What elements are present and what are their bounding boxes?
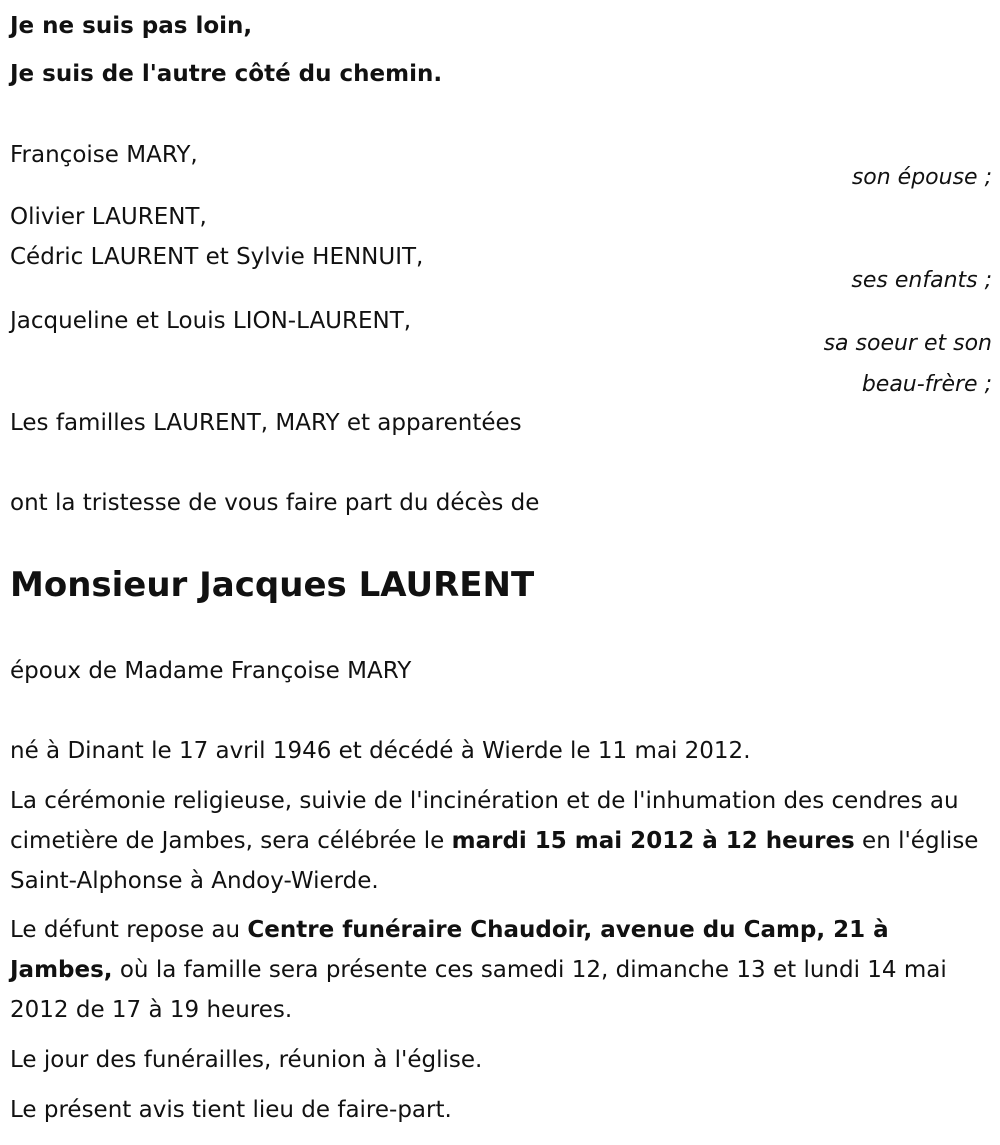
families-line: Les familles LAURENT, MARY et apparentées bbox=[10, 410, 522, 436]
deceased-name: Monsieur Jacques LAURENT bbox=[10, 565, 535, 605]
children-role: ses enfants ; bbox=[851, 268, 992, 293]
spouse-role: son épouse ; bbox=[851, 165, 992, 190]
spouse-name: Françoise MARY, bbox=[10, 142, 198, 168]
birth-death-line: né à Dinant le 17 avril 1946 et décédé à Wierde le 11 mai 2012. bbox=[10, 738, 751, 764]
repose-text-after: où la famille sera présente ces samedi 12, dimanche 13 et lundi 14 mai 2012 de 17 à 19 heures. bbox=[10, 957, 947, 1023]
announcement-line: ont la tristesse de vous faire part du décès de bbox=[10, 490, 540, 516]
verse-line-2: Je suis de l'autre côté du chemin. bbox=[10, 61, 443, 87]
verse-line-1: Je ne suis pas loin, bbox=[10, 13, 253, 39]
notice-line: Le présent avis tient lieu de faire-part. bbox=[10, 1097, 452, 1123]
ceremony-date: mardi 15 mai 2012 à 12 heures bbox=[451, 828, 855, 854]
spouse-of-line: époux de Madame Françoise MARY bbox=[10, 658, 412, 684]
ceremony-text-before: La cérémonie religieuse, suivie de l'incinération et de l'inhumation des cendres au cimetière de Jambes, sera célébrée le bbox=[10, 788, 959, 854]
sibling-role-line-2: beau-frère ; bbox=[861, 372, 992, 397]
ceremony-paragraph bbox=[10, 781, 992, 901]
repose-paragraph bbox=[10, 910, 992, 1030]
child-2-name: Cédric LAURENT et Sylvie HENNUIT, bbox=[10, 244, 424, 270]
repose-location: Centre funéraire Chaudoir, avenue du Camp, 21 à Jambes, bbox=[10, 917, 889, 983]
ceremony-text-after: en l'église Saint-Alphonse à Andoy-Wierde. bbox=[10, 828, 979, 894]
funeral-day-line: Le jour des funérailles, réunion à l'église. bbox=[10, 1047, 483, 1073]
sibling-role-line-1: sa soeur et son bbox=[823, 331, 992, 356]
child-1-name: Olivier LAURENT, bbox=[10, 204, 207, 230]
repose-text-before: Le défunt repose au bbox=[10, 917, 248, 943]
sibling-names: Jacqueline et Louis LION-LAURENT, bbox=[10, 308, 412, 334]
